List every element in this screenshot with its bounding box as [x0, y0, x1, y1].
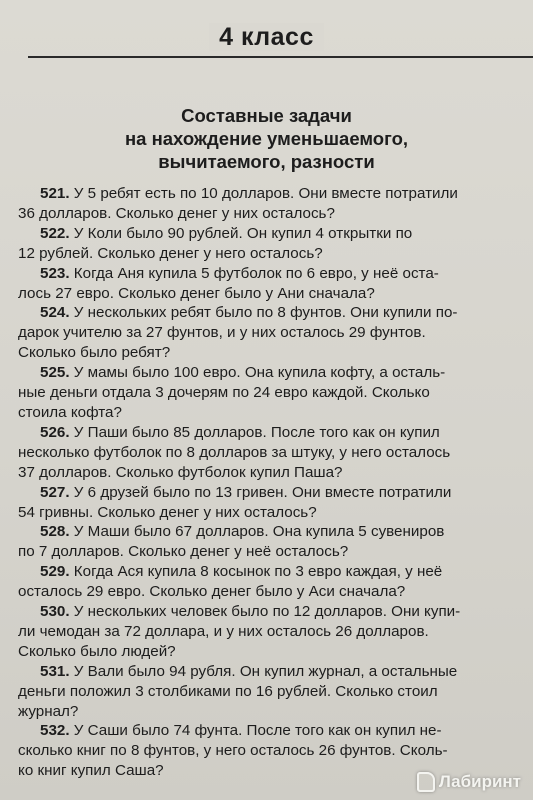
problem-line — [18, 622, 533, 642]
problem-text: журнал? — [18, 702, 79, 720]
problem-item — [18, 224, 533, 264]
grade-title: 4 класс — [209, 23, 324, 51]
page-header — [0, 22, 533, 58]
problem-line — [18, 542, 533, 562]
problem-item — [18, 522, 533, 562]
problem-line — [18, 582, 533, 602]
problem-item — [18, 483, 533, 523]
problem-line — [18, 483, 533, 503]
problem-line — [18, 184, 533, 204]
problem-text: стоила кофта? — [18, 403, 122, 421]
problem-item — [18, 562, 533, 602]
problem-line — [18, 383, 533, 403]
section-title-line: Составные задачи — [181, 105, 352, 126]
problem-line — [18, 522, 533, 542]
problem-item — [18, 264, 533, 304]
problem-text: У мамы было 100 евро. Она купила кофту, а осталь- — [73, 364, 446, 382]
problem-text: У нескольких человек было по 12 долларов. Они купи- — [73, 603, 461, 621]
problem-line — [18, 403, 533, 423]
problem-text: У Маши было 67 долларов. Она купила 5 сувениров — [73, 523, 445, 541]
problem-line — [18, 721, 533, 741]
problem-text: У Коли было 90 рублей. Он купил 4 открытки по — [73, 224, 413, 242]
problem-text: несколько футболок по 8 долларов за штуку, у него осталось — [18, 443, 451, 461]
problem-text: лось 27 евро. Сколько денег было у Ани сначала? — [18, 284, 375, 302]
section-title-line: вычитаемого, разности — [158, 151, 375, 172]
problem-line — [18, 602, 533, 622]
problem-text: У 5 ребят есть по 10 долларов. Они вместе потратили — [73, 185, 458, 202]
problem-line — [18, 463, 533, 483]
problem-line — [18, 303, 533, 323]
problem-line — [18, 741, 533, 761]
labirint-logo-icon — [417, 772, 435, 792]
problem-item — [18, 303, 533, 363]
problem-text: осталось 29 евро. Сколько денег было у Аси сначала? — [18, 583, 406, 601]
problem-text: Когда Аня купила 5 футболок по 6 евро, у неё оста- — [73, 264, 439, 282]
problem-number: 523. — [40, 264, 70, 282]
watermark — [417, 772, 521, 792]
problem-number: 527. — [40, 483, 70, 501]
problem-line — [18, 284, 533, 304]
problem-text: 54 гривны. Сколько денег у них осталось? — [18, 503, 317, 521]
problem-text: Сколько было людей? — [18, 642, 176, 660]
problem-line — [18, 224, 533, 244]
problem-text: У Вали было 94 рубля. Он купил журнал, а остальные — [73, 662, 458, 680]
problem-item — [18, 662, 533, 722]
problem-line — [18, 443, 533, 463]
header-rule — [28, 56, 533, 58]
problem-line — [18, 682, 533, 702]
problem-text: деньги положил 3 столбиками по 16 рублей. Сколько стоил — [18, 682, 438, 700]
problem-item — [18, 184, 533, 224]
problem-number: 530. — [40, 603, 70, 621]
problem-line — [18, 363, 533, 383]
problem-text: Когда Ася купила 8 косынок по 3 евро каждая, у неё — [73, 563, 443, 581]
problem-text: Сколько было ребят? — [18, 344, 171, 362]
problem-item — [18, 363, 533, 423]
problem-line — [18, 503, 533, 523]
problem-line — [18, 642, 533, 662]
problem-text: ли чемодан за 72 доллара, и у них осталось 26 долларов. — [18, 622, 429, 640]
problem-item — [18, 423, 533, 483]
section-title — [0, 104, 533, 173]
problem-number: 525. — [40, 364, 70, 382]
problem-line — [18, 423, 533, 443]
problem-text: 36 долларов. Сколько денег у них осталось? — [18, 204, 335, 222]
problem-text: сколько книг по 8 фунтов, у него осталось 26 фунтов. Сколь- — [18, 742, 448, 760]
problem-list — [18, 184, 533, 781]
problem-text: У Паши было 85 долларов. После того как он купил — [73, 423, 440, 441]
problem-line — [18, 264, 533, 284]
problem-text: 37 долларов. Сколько футболок купил Паша? — [18, 463, 343, 481]
problem-text: У Саши было 74 фунта. После того как он купил не- — [73, 722, 442, 740]
problem-line — [18, 204, 533, 224]
problem-item — [18, 602, 533, 662]
problem-number: 524. — [40, 304, 70, 322]
problem-text: дарок учителю за 27 фунтов, и у них осталось 29 фунтов. — [18, 324, 426, 342]
problem-text: 12 рублей. Сколько денег у него осталось? — [18, 244, 323, 262]
problem-line — [18, 244, 533, 264]
problem-number: 532. — [40, 722, 70, 740]
problem-number: 529. — [40, 563, 70, 581]
problem-line — [18, 323, 533, 343]
problem-number: 528. — [40, 523, 70, 541]
problem-number: 522. — [40, 224, 70, 242]
watermark-text: Лабиринт — [438, 772, 521, 791]
problem-line — [18, 562, 533, 582]
problem-text: ные деньги отдала 3 дочерям по 24 евро каждой. Сколько — [18, 384, 430, 402]
problem-number: 531. — [40, 662, 70, 680]
section-title-line: на нахождение уменьшаемого, — [124, 128, 409, 149]
problem-text: ко книг купил Саша? — [18, 762, 164, 780]
problem-text: У нескольких ребят было по 8 фунтов. Они купили по- — [73, 304, 458, 322]
problem-text: У 6 друзей было по 13 гривен. Они вместе потратили — [73, 483, 452, 501]
problem-line — [18, 662, 533, 682]
problem-number: 521. — [40, 185, 70, 202]
problem-line — [18, 343, 533, 363]
problem-line — [18, 702, 533, 722]
problem-number: 526. — [40, 423, 70, 441]
problem-text: по 7 долларов. Сколько денег у неё осталось? — [18, 543, 349, 561]
